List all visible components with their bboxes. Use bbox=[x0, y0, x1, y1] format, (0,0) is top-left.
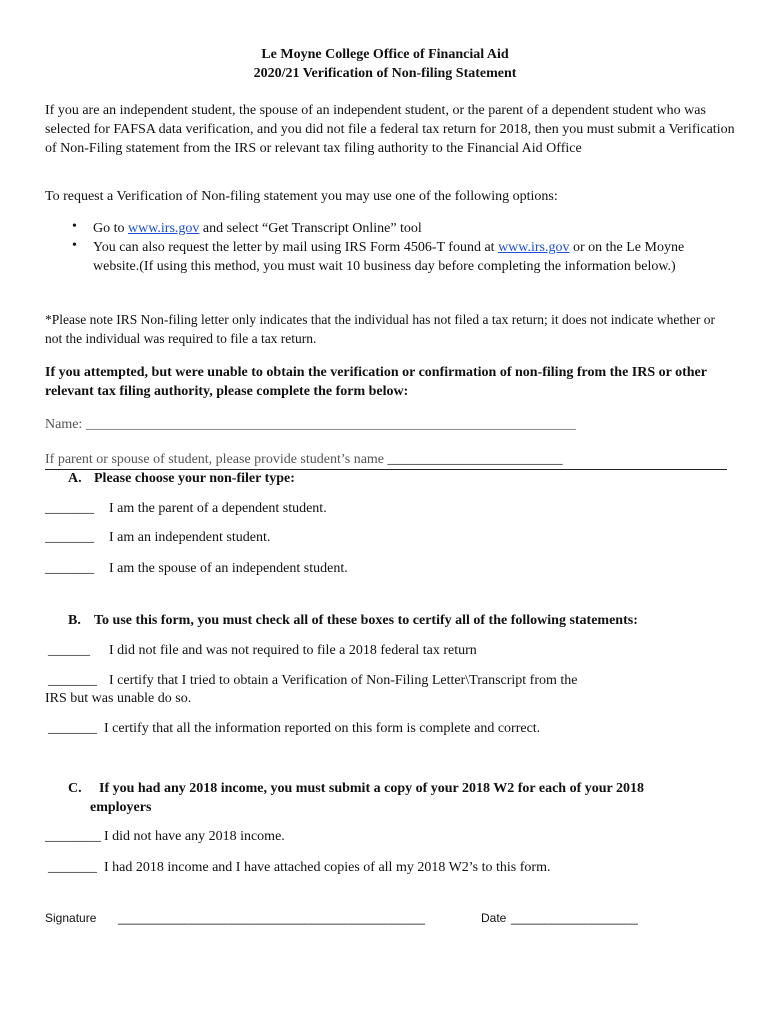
section-c-heading-cont: employers bbox=[90, 800, 152, 815]
intro-paragraph: If you are an independent student, the spouse of an independent student, or the parent of a dependent student who was selected for FAFSA data verification, and you did not file a federal tax return for 2018, then you must submit a Verification of Non-Filing statement from the IRS or relevant tax filing authority to the Financial Aid Office bbox=[45, 103, 735, 156]
bullet-1-suffix: and select “Get Transcript Online” tool bbox=[199, 221, 422, 236]
section-b-heading: To use this form, you must check all of these boxes to certify all of the following statements: bbox=[94, 613, 638, 628]
name-label: Name: bbox=[45, 417, 86, 432]
form-intro: If you attempted, but were unable to obtain the verification or confirmation of non-filing from the IRS or other relevant tax filing authority, please complete the form below: bbox=[45, 365, 707, 399]
section-c-blank-2[interactable]: _______ bbox=[48, 860, 97, 875]
section-b-statement-2-cont: IRS but was unable do so. bbox=[45, 691, 192, 706]
section-a-blank-1[interactable]: _______ bbox=[45, 501, 94, 516]
date-blank[interactable]: ___________________ bbox=[511, 911, 638, 925]
section-a-blank-2[interactable]: _______ bbox=[45, 530, 94, 545]
bullet-1-prefix: Go to bbox=[93, 221, 128, 236]
section-c-option-2: I had 2018 income and I have attached copies of all my 2018 W2’s to this form. bbox=[104, 860, 551, 875]
student-name-blank[interactable]: _________________________ bbox=[387, 452, 563, 467]
section-c-heading: If you had any 2018 income, you must submit a copy of your 2018 W2 for each of your 2018 bbox=[99, 781, 645, 796]
section-b-statement-3: I certify that all the information reported on this form is complete and correct. bbox=[104, 721, 541, 736]
irs-link-1[interactable]: www.irs.gov bbox=[128, 221, 200, 236]
section-c-letter: C. bbox=[68, 781, 82, 796]
section-a-heading: Please choose your non-filer type: bbox=[94, 471, 295, 486]
signature-blank[interactable]: ______________________________________________ bbox=[118, 911, 425, 925]
bullet-2-symbol: • bbox=[72, 238, 77, 253]
bullet-2 bbox=[93, 238, 733, 276]
title-college: Le Moyne College Office of Financial Aid bbox=[261, 47, 509, 62]
name-field[interactable] bbox=[45, 417, 576, 433]
section-a-option-2: I am an independent student. bbox=[109, 530, 271, 545]
bullet-1 bbox=[93, 219, 733, 238]
bullet-2-prefix: You can also request the letter by mail using IRS Form 4506-T found at bbox=[93, 240, 499, 255]
section-b-blank-2[interactable]: _______ bbox=[48, 673, 97, 688]
section-b-blank-3[interactable]: _______ bbox=[48, 721, 97, 736]
options-lead: To request a Verification of Non-filing statement you may use one of the following options: bbox=[45, 189, 558, 204]
section-b-statement-2: I certify that I tried to obtain a Verification of Non-Filing Letter\Transcript from the bbox=[109, 673, 578, 688]
section-a-blank-3[interactable]: _______ bbox=[45, 561, 94, 576]
section-c-blank-1[interactable]: ________ bbox=[45, 829, 101, 844]
section-b-blank-1[interactable]: ______ bbox=[48, 643, 90, 658]
bullet-2-suffix: or on the Le Moyne website.(If using this method, you must wait 10 business day before completing the information below.) bbox=[93, 240, 685, 274]
title-statement: 2020/21 Verification of Non-filing Statement bbox=[253, 66, 517, 81]
irs-link-2[interactable]: www.irs.gov bbox=[498, 240, 570, 255]
signature-label: Signature bbox=[45, 911, 97, 925]
divider-line bbox=[45, 469, 727, 470]
section-c-option-1: I did not have any 2018 income. bbox=[104, 829, 285, 844]
section-b-letter: B. bbox=[68, 613, 81, 628]
date-label: Date bbox=[481, 911, 507, 925]
bullet-1-symbol: • bbox=[72, 219, 77, 234]
note-paragraph: *Please note IRS Non-filing letter only indicates that the individual has not filed a tax return; it does not indicate whether or not the individual was required to file a tax return. bbox=[45, 312, 715, 346]
student-name-field[interactable] bbox=[45, 452, 563, 468]
name-blank[interactable]: ______________________________________________________________________ bbox=[85, 417, 576, 432]
section-a-option-3: I am the spouse of an independent student. bbox=[109, 561, 348, 576]
section-b-statement-1: I did not file and was not required to file a 2018 federal tax return bbox=[109, 643, 477, 658]
section-a-option-1: I am the parent of a dependent student. bbox=[109, 501, 327, 516]
section-a-letter: A. bbox=[68, 471, 82, 486]
student-name-label: If parent or spouse of student, please provide student’s name bbox=[45, 452, 388, 467]
